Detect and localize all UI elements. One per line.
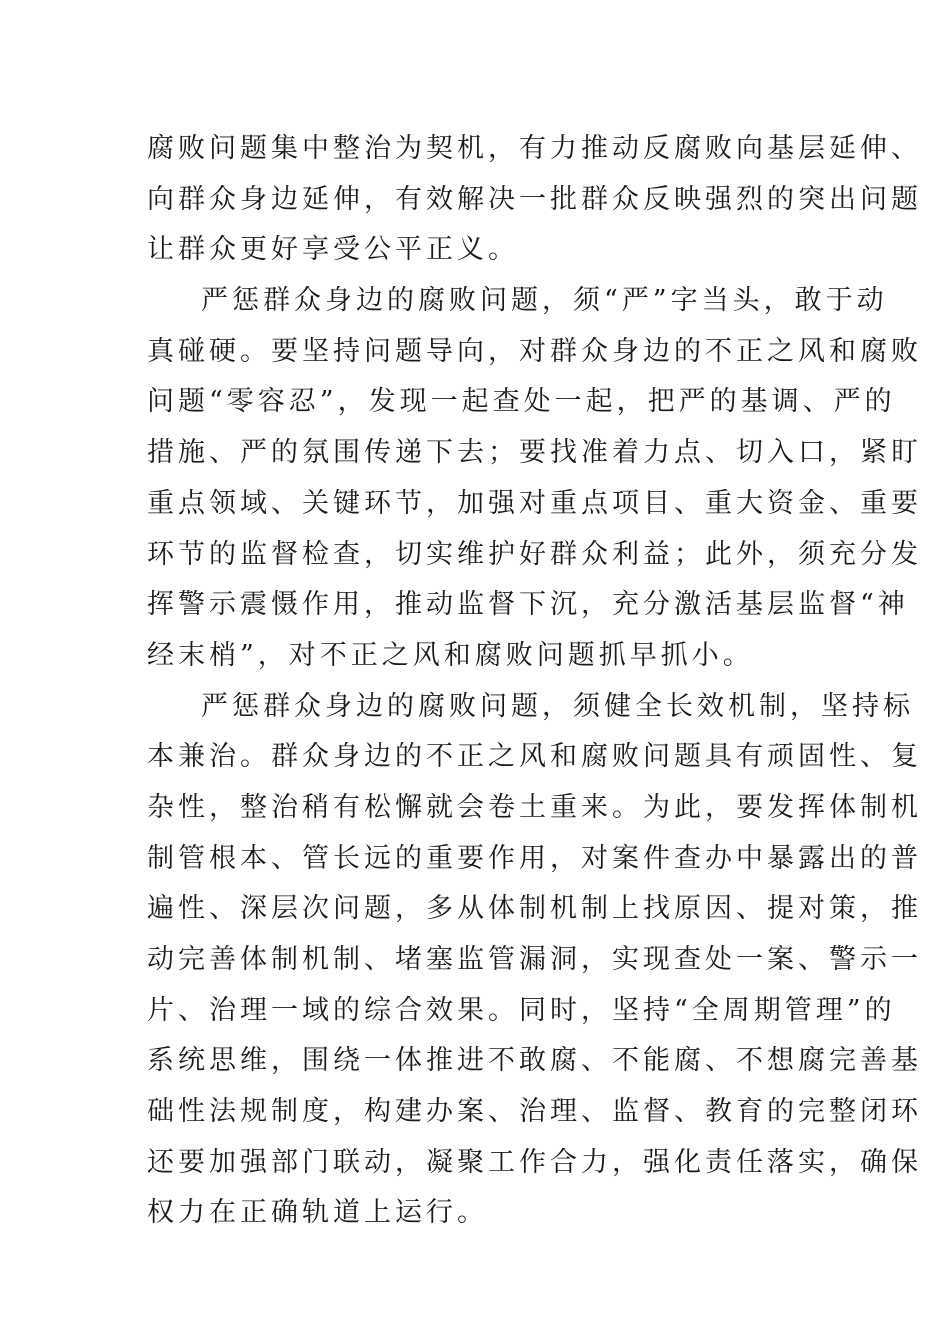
text-line: 向群众身边延伸，有效解决一批群众反映强烈的突出问题: [147, 183, 922, 215]
text-line: 片、治理一域的综合效果。同时，坚持“全周期管理”的: [147, 994, 896, 1026]
text-line: 杂性，整治稍有松懈就会卷土重来。为此，要发挥体制机: [147, 791, 922, 823]
text-line: 遍性、深层次问题，多从体制机制上找原因、提对策，推: [147, 893, 922, 925]
text-line: 经末梢”，对不正之风和腐败问题抓早抓小。: [147, 639, 754, 671]
text-line: 让群众更好享受公平正义。: [147, 234, 519, 266]
text-line: 腐败问题集中整治为契机，有力推动反腐败向基层延伸、: [147, 133, 922, 164]
text-line: 还要加强部门联动，凝聚工作合力，强化责任落实，确保: [147, 1146, 922, 1178]
text-line: 动完善体制机制、堵塞监管漏洞，实现查处一案、警示一: [147, 944, 922, 975]
body-text: [147, 124, 922, 1239]
text-line: 问题“零容忍”，发现一起查处一起，把严的基调、严的: [147, 386, 896, 418]
text-line: 础性法规制度，构建办案、治理、监督、教育的完整闭环: [147, 1096, 922, 1128]
text-line: 系统思维，围绕一体推进不敢腐、不能腐、不想腐完善基: [147, 1045, 922, 1077]
text-line: 真碰硬。要坚持问题导向，对群众身边的不正之风和腐败: [147, 335, 922, 367]
paragraph-start-line: 严惩群众身边的腐败问题，须“严”字当头，敢于动: [201, 285, 888, 317]
text-line: 本兼治。群众身边的不正之风和腐败问题具有顽固性、复: [147, 741, 922, 773]
text-line: 权力在正确轨道上运行。: [147, 1197, 488, 1229]
text-line: 挥警示震慑作用，推动监督下沉，充分激活基层监督“神: [147, 589, 909, 621]
text-line: 措施、严的氛围传递下去；要找准着力点、切入口，紧盯: [147, 437, 922, 469]
text-line: 制管根本、管长远的重要作用，对案件查办中暴露出的普: [147, 842, 922, 874]
paragraph-start-line: 严惩群众身边的腐败问题，须健全长效机制，坚持标: [201, 690, 914, 722]
text-line: 重点领域、关键环节，加强对重点项目、重大资金、重要: [147, 487, 922, 519]
text-line: 环节的监督检查，切实维护好群众利益；此外，须充分发: [147, 538, 922, 570]
